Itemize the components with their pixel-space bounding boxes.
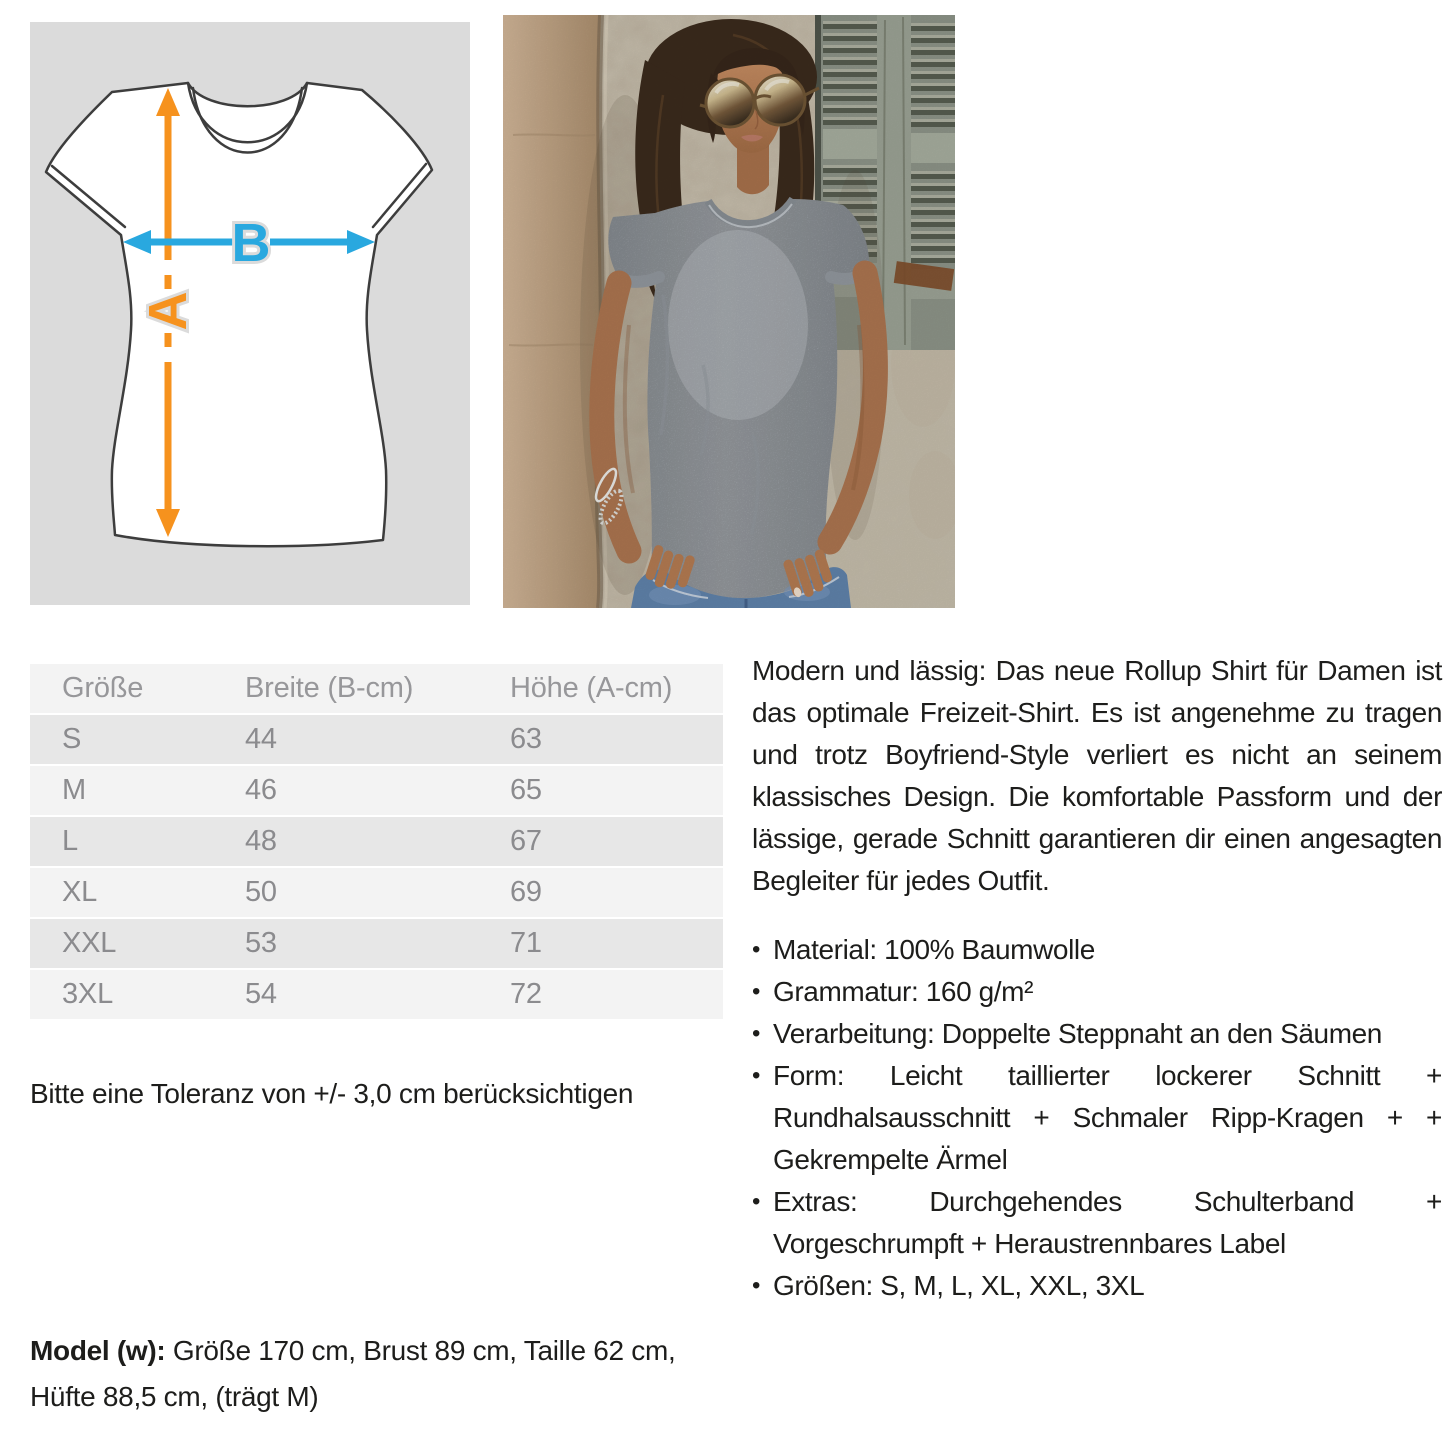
table-row-xxl: [30, 919, 723, 970]
table-row-m: [30, 766, 723, 817]
feature-groessen: • Größen: S, M, L, XL, XXL, 3XL: [752, 1265, 1442, 1307]
width-label: B: [231, 213, 271, 273]
size-diagram-graphic: [30, 22, 470, 605]
bullet-marker: •: [752, 1272, 761, 1299]
table-header-row: [30, 664, 723, 715]
bullet-marker: •: [752, 936, 761, 963]
bullet-marker: •: [752, 1062, 761, 1089]
size-cell: L: [62, 825, 78, 857]
model-info-label: Model (w):: [30, 1335, 166, 1366]
hoehe-cell: 65: [510, 774, 542, 806]
breite-cell: 46: [245, 774, 277, 806]
size-diagram: [30, 22, 470, 605]
tshirt-outline: [46, 83, 432, 546]
breite-cell: 48: [245, 825, 277, 857]
breite-cell: 50: [245, 876, 277, 908]
bullet-marker: •: [752, 978, 761, 1005]
hoehe-cell: 72: [510, 978, 542, 1010]
feature-verarbeitung: • Verarbeitung: Doppelte Steppnaht an den Säumen: [752, 1013, 1442, 1055]
size-cell: S: [62, 723, 82, 755]
size-cell: M: [62, 774, 86, 806]
feature-grammatur: • Grammatur: 160 g/m²: [752, 971, 1442, 1013]
height-label: A: [138, 291, 198, 331]
column-header-hoehe: Höhe (A-cm): [510, 672, 673, 704]
breite-cell: 53: [245, 927, 277, 959]
feature-form: • Form: Leicht taillierter lockerer Schnitt + Rundhalsausschnitt + Schmaler Ripp-Kragen + + Gekrempelte Ärmel: [752, 1055, 1442, 1181]
table-row-l: [30, 817, 723, 868]
model-info: [30, 1328, 740, 1420]
bullet-marker: •: [752, 1020, 761, 1047]
model-photo: [503, 15, 955, 608]
column-header-breite: Breite (B-cm): [245, 672, 414, 704]
table-row-3xl: [30, 970, 723, 1021]
breite-cell: 44: [245, 723, 277, 755]
tolerance-note: Bitte eine Toleranz von +/- 3,0 cm berücksichtigen: [30, 1078, 634, 1109]
model-info-details: Größe 170 cm, Brust 89 cm, Taille 62 cm, Hüfte 88,5 cm, (trägt M): [30, 1335, 676, 1412]
model-photo-graphic: [503, 15, 955, 608]
hoehe-cell: 71: [510, 927, 542, 959]
size-cell: 3XL: [62, 978, 113, 1010]
table-row-s: [30, 715, 723, 766]
hoehe-cell: 69: [510, 876, 542, 908]
description-paragraph: Modern und lässig: Das neue Rollup Shirt für Damen ist das optimale Freizeit-Shirt. Es ist angenehme zu tragen und trotz Boyfriend-Style verliert es nicht an seinem klassisches Design. Die komfortable Passform und der lässige, gerade Schnitt garantieren dir einen angesagten Begleiter für jedes Outfit.: [752, 655, 1442, 896]
bullet-marker: •: [752, 1188, 761, 1215]
product-description: [752, 650, 1442, 1307]
size-table: [30, 664, 723, 1021]
breite-cell: 54: [245, 978, 277, 1010]
column-header-groesse: Größe: [62, 672, 144, 704]
feature-material: • Material: 100% Baumwolle: [752, 929, 1442, 971]
size-cell: XL: [62, 876, 98, 908]
hoehe-cell: 67: [510, 825, 542, 857]
table-row-xl: [30, 868, 723, 919]
hoehe-cell: 63: [510, 723, 542, 755]
feature-extras: • Extras: Durchgehendes Schulterband + Vorgeschrumpft + Heraustrennbares Label: [752, 1181, 1442, 1265]
feature-list: [752, 929, 1442, 1307]
size-cell: XXL: [62, 927, 117, 959]
